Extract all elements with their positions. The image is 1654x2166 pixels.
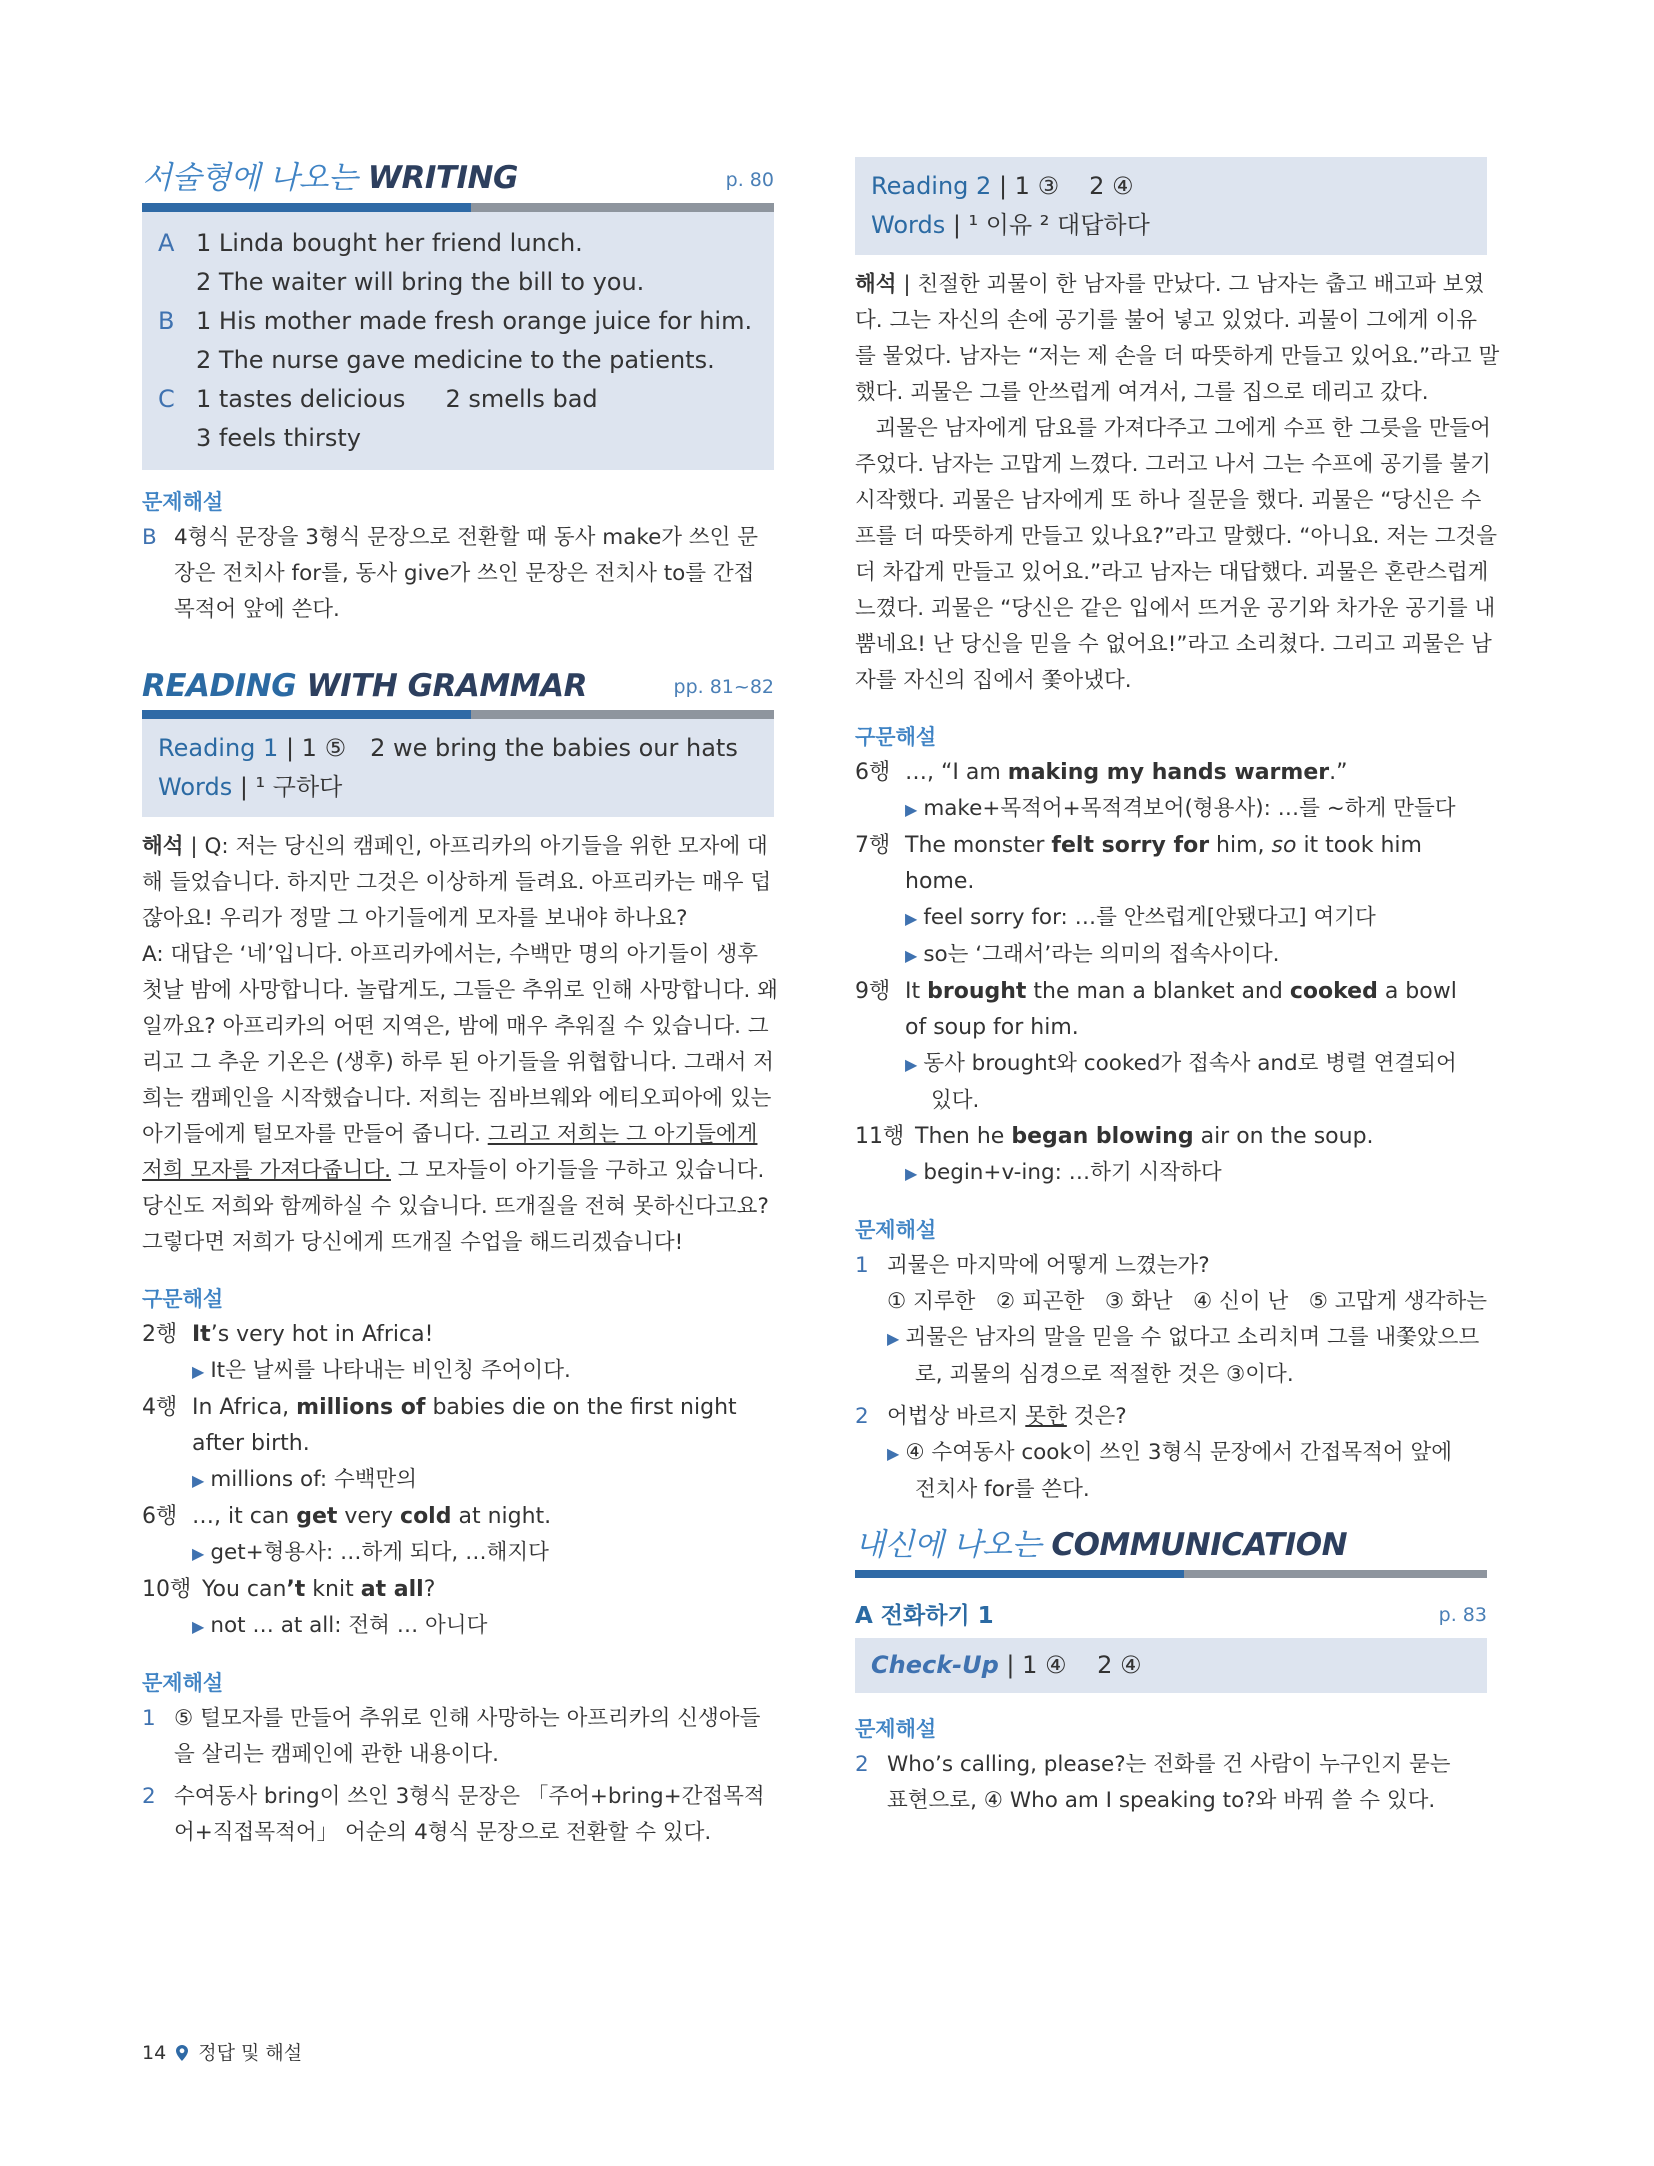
page-number: 14 <box>142 2042 167 2064</box>
right-column <box>855 157 1500 1819</box>
reading2-grammar-notes: 6행 …, “I am making my hands warmer.” ▶ make+목적어+목적격보어(형용사): …를 ~하게 만들다 7행 The monster felt sorry for him, so it took him home. ▶ feel sorry for: …를 안쓰럽게[안됐다고] 여기다 ▶ so는 ‘그래서’라는 의미의 접속사이다. 9행 It brought the man a blanket and cooked a bowl of soup for him. ▶ 동사 brought와 cooked가 접속사 and로 병렬 연결되어 있다. 11행 Then he began blowing air on the soup. ▶ begin+v-ing: …하기 시작하다 <box>855 760 1457 1185</box>
writing-page-ref: p. 80 <box>725 169 774 191</box>
reading2-answer-box <box>855 157 1487 255</box>
reading1-answers: Reading 1 | 1 ⑤ 2 we bring the babies our hats <box>158 734 738 762</box>
rwg-explain-2: 2 수여동사 bring이 쓰인 3형식 문장은 「주어+bring+간접목적 어+직접목적어」 어순의 4형식 문장으로 전환할 수 있다. <box>142 1784 765 1845</box>
comm-explain-heading: 문제해설 <box>855 1717 937 1741</box>
rwg-rule <box>142 710 774 719</box>
writing-rule <box>142 203 774 212</box>
rwg-page-ref: pp. 81~82 <box>673 676 774 698</box>
rwg-explain-1: 1 ⑤ 털모자를 만들어 추위로 인해 사망하는 아프리카의 신생아들 을 살리는 캠페인에 관한 내용이다. <box>142 1706 761 1767</box>
rwg-grammar-notes: 2행 It’s very hot in Africa! ▶ It은 날씨를 나타내는 비인칭 주어이다. 4행 In Africa, millions of babies die on the first night after birth. ▶ millions of: 수백만의 6행 …, it can get very cold at night. ▶ get+형용사: …하게 되다, …해지다 10행 You can’t knit at all? ▶ not … at all: 전혀 … 아니다 <box>142 1322 737 1638</box>
left-column <box>142 155 778 1851</box>
comm-header <box>855 1522 1487 1570</box>
writing-explain: B 4형식 문장을 3형식 문장으로 전환할 때 동사 make가 쓰인 문 장은 전치사 for를, 동사 give가 쓰인 문장은 전치사 to를 간접 목적어 앞에 쓴다. <box>142 525 759 622</box>
rwg-header <box>142 662 774 710</box>
reading2-answers: Reading 2 | 1 ③ 2 ④ <box>871 172 1134 200</box>
answer-line: A 1 Linda bought her friend lunch. <box>158 229 583 257</box>
rwg-title: READING WITH GRAMMAR <box>142 668 587 704</box>
answer-line: 2 The nurse gave medicine to the patients. <box>196 346 715 374</box>
writing-answer-box <box>142 212 774 470</box>
page-footer <box>142 2038 302 2065</box>
footer-text: 정답 및 해설 <box>198 2042 303 2064</box>
reading2-explain-1: 1 괴물은 마지막에 어떻게 느꼈는가? ① 지루한 ② 피곤한 ③ 화난 ④ 신이 난 ⑤ 고맙게 생각하는 ▶ 괴물은 남자의 말을 믿을 수 없다고 소리치며 그를 내쫓았으므 로, 괴물의 심경으로 적절한 것은 ③이다. <box>855 1253 1488 1387</box>
reading1-answer-box <box>142 719 774 817</box>
location-pin-icon <box>176 2045 188 2061</box>
reading2-translation: 해석 | 친절한 괴물이 한 남자를 만났다. 그 남자는 춥고 배고파 보였 다. 그는 자신의 손에 공기를 불어 넣고 있었다. 괴물이 그에게 이유 를 물었다. 남자는 “저는 제 손을 더 따뜻하게 만들고 있어요.”라고 말 했다. 괴물은 그를 안쓰럽게 여겨서, 그를 집으로 데리고 갔다. 괴물은 남자에게 담요를 가져다주고 그에게 수프 한 그릇을 만들어 주었다. 남자는 고맙게 느꼈다. 그러고 나서 그는 수프에 공기를 불기 시작했다. 괴물은 남자에게 또 하나 질문을 했다. 괴물은 “당신은 수 프를 더 따뜻하게 만들고 있나요?”라고 말했다. “아니요. 저는 그것을 더 차갑게 만들고 있어요.”라고 남자는 대답했다. 괴물은 혼란스럽게 느꼈다. 괴물은 “당신은 같은 입에서 뜨거운 공기와 차가운 공기를 내 뿜네요! 난 당신을 믿을 수 없어요!”라고 소리쳤다. 그리고 괴물은 남 자를 자신의 집에서 쫓아냈다. <box>855 272 1500 693</box>
reading2-explain-2: 2 어법상 바르지 못한 것은? ▶ ④ 수여동사 cook이 쓰인 3형식 문장에서 간접목적어 앞에 전치사 for를 쓴다. <box>855 1404 1453 1502</box>
rwg-explain-heading: 문제해설 <box>142 1671 224 1695</box>
checkup-box: Check-Up | 1 ④ 2 ④ <box>855 1638 1487 1693</box>
writing-explain-heading: 문제해설 <box>142 490 224 514</box>
answer-line: 2 The waiter will bring the bill to you. <box>196 268 645 296</box>
rwg-grammar-heading: 구문해설 <box>142 1287 224 1311</box>
comm-subtitle: A 전화하기 1 <box>855 1603 994 1629</box>
reading1-words: Words | ¹ 구하다 <box>158 773 343 801</box>
writing-header <box>142 155 774 203</box>
writing-title: 서술형에 나오는 WRITING <box>142 160 518 196</box>
comm-subtitle-row <box>855 1594 1487 1630</box>
reading2-explain-heading: 문제해설 <box>855 1218 937 1242</box>
answer-line: 3 feels thirsty <box>196 424 361 452</box>
comm-title: 내신에 나오는 COMMUNICATION <box>855 1527 1348 1563</box>
reading1-translation: 해석 | Q: 저는 당신의 캠페인, 아프리카의 아기들을 위한 모자에 대 해 들었습니다. 하지만 그것은 이상하게 들려요. 아프리카는 매우 덥 잖아요! 우리가 정말 그 아기들에게 모자를 보내야 하나요? A: 대답은 ‘네’입니다. 아프리카에서는, 수백만 명의 아기들이 생후 첫날 밤에 사망합니다. 놀랍게도, 그들은 추위로 인해 사망합니다. 왜 일까요? 아프리카의 어떤 지역은, 밤에 매우 추워질 수 있습니다. 그 리고 그 추운 기온은 (생후) 하루 된 아기들을 위협합니다. 그래서 저 희는 캠페인을 시작했습니다. 저희는 짐바브웨와 에티오피아에 있는 아기들에게 털모자를 만들어 줍니다. 그리고 저희는 그 아기들에게 저희 모자를 가져다줍니다. 그 모자들이 아기들을 구하고 있습니다. 당신도 저희와 함께하실 수 있습니다. 뜨개질을 전혀 못하신다고요? 그렇다면 저희가 당신에게 뜨개질 수업을 해드리겠습니다! <box>142 834 778 1255</box>
comm-explain: 2 Who’s calling, please?는 전화를 건 사람이 누구인지 묻는 표현으로, ④ Who am I speaking to?와 바꿔 쓸 수 있다. <box>855 1752 1451 1813</box>
reading2-words: Words | ¹ 이유 ² 대답하다 <box>871 211 1150 239</box>
comm-rule <box>855 1570 1487 1578</box>
answer-line: C 1 tastes delicious 2 smells bad <box>158 385 598 413</box>
reading2-grammar-heading: 구문해설 <box>855 725 937 749</box>
comm-page-ref: p. 83 <box>1438 1604 1487 1626</box>
answer-line: B 1 His mother made fresh orange juice for him. <box>158 307 753 335</box>
